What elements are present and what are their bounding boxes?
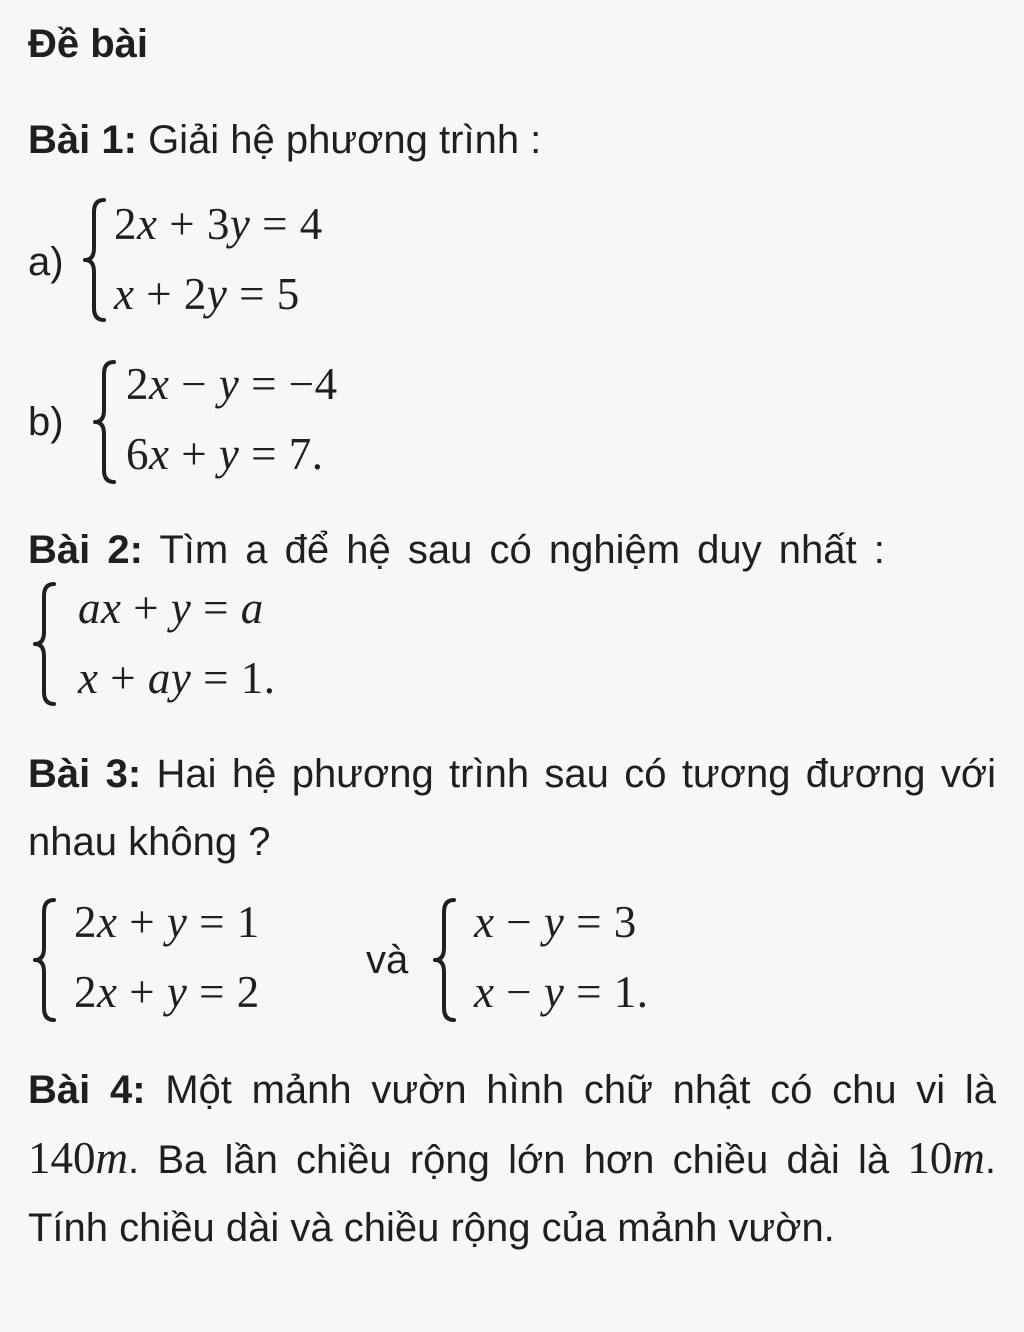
problem-4-text-3: . Tính chiều dài và chiều rộng của mảnh vườn.	[28, 1138, 997, 1250]
problem-4-text-2: . Ba lần chiều rộng lớn hơn chiều dài là	[128, 1138, 890, 1182]
problem-2-heading	[28, 526, 885, 574]
left-brace-icon	[92, 358, 118, 486]
left-brace-icon	[32, 896, 58, 1024]
problem-3-prompt: Hai hệ phương trình sau có tương đương với nhau không ?	[28, 752, 996, 864]
connector-text: và	[366, 938, 409, 982]
system-3a-eq-1: 2x + y = 1	[74, 897, 260, 947]
part-b-label: b)	[28, 400, 64, 444]
problem-4-text-1: Một mảnh vườn hình chữ nhật có chu vi là	[165, 1068, 996, 1112]
problem-3-label: Bài 3:	[28, 752, 142, 796]
problem-4-text	[28, 1056, 996, 1262]
left-brace-icon	[82, 196, 108, 324]
problem-3-heading	[28, 740, 996, 876]
problem-2-prompt: Tìm a để hệ sau có nghiệm duy nhất :	[159, 528, 885, 572]
problem-4-label: Bài 4:	[28, 1068, 146, 1112]
system-1b-eq-1: 2x − y = −4	[126, 359, 338, 409]
system-1b-eq-2: 6x + y = 7.	[126, 429, 324, 479]
system-1a-eq-1: 2x + 3y = 4	[114, 199, 323, 249]
difference-value: 10m	[907, 1133, 985, 1183]
system-3a-eq-2: 2x + y = 2	[74, 967, 260, 1017]
system-3b-eq-2: x − y = 1.	[474, 967, 649, 1017]
left-brace-icon	[32, 580, 58, 708]
problem-1-prompt: Giải hệ phương trình :	[148, 118, 542, 162]
part-a-label: a)	[28, 240, 64, 284]
system-1a-eq-2: x + 2y = 5	[114, 269, 300, 319]
page-title: Đề bài	[28, 22, 149, 66]
problem-2-label: Bài 2:	[28, 528, 143, 572]
system-3b-eq-1: x − y = 3	[474, 897, 637, 947]
problem-1-label: Bài 1:	[28, 118, 137, 162]
system-2-eq-1: ax + y = a	[78, 583, 264, 633]
system-2-eq-2: x + ay = 1.	[78, 653, 276, 703]
problem-1-heading	[28, 116, 541, 164]
perimeter-value: 140m	[28, 1133, 128, 1183]
left-brace-icon	[432, 896, 458, 1024]
